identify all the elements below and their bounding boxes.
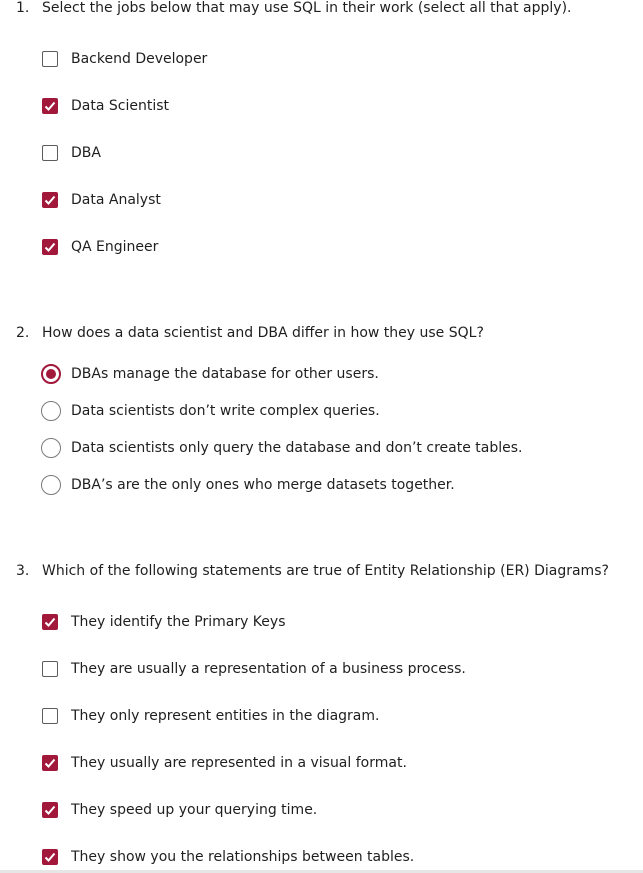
- checkbox[interactable]: [42, 661, 58, 677]
- option-label: They only represent entities in the diagram.: [71, 708, 380, 724]
- checkmark-icon: [44, 616, 56, 628]
- checkbox[interactable]: [42, 145, 58, 161]
- option-label: DBA’s are the only ones who merge datasets together.: [71, 477, 455, 493]
- checkmark-icon: [44, 757, 56, 769]
- option-label: DBAs manage the database for other users.: [71, 366, 379, 382]
- checkmark-icon: [44, 194, 56, 206]
- option-only-entities[interactable]: [41, 705, 379, 727]
- option-only-query[interactable]: [41, 437, 522, 459]
- question-number: 1.: [16, 0, 30, 16]
- question-text: Which of the following statements are true of Entity Relationship (ER) Diagrams?: [42, 563, 609, 579]
- question-number: 2.: [16, 325, 30, 341]
- option-data-analyst[interactable]: [41, 189, 161, 211]
- question-number: 3.: [16, 563, 30, 579]
- option-merge-datasets[interactable]: [41, 474, 455, 496]
- option-dba[interactable]: [41, 142, 101, 164]
- option-label: They usually are represented in a visual format.: [71, 755, 407, 771]
- radio-button[interactable]: [41, 475, 61, 495]
- checkbox[interactable]: [42, 98, 58, 114]
- option-data-scientist[interactable]: [41, 95, 169, 117]
- option-label: They show you the relationships between tables.: [71, 849, 415, 865]
- checkbox[interactable]: [42, 802, 58, 818]
- checkmark-icon: [44, 100, 56, 112]
- checkmark-icon: [44, 241, 56, 253]
- option-label: DBA: [71, 145, 101, 161]
- option-label: They identify the Primary Keys: [71, 614, 286, 630]
- option-label: They are usually a representation of a business process.: [71, 661, 466, 677]
- option-qa-engineer[interactable]: [41, 236, 158, 258]
- option-visual-format[interactable]: [41, 752, 407, 774]
- option-complex-queries[interactable]: [41, 400, 380, 422]
- option-label: Data Scientist: [71, 98, 169, 114]
- option-relationships-between-tables[interactable]: [41, 846, 414, 868]
- radio-button[interactable]: [41, 401, 61, 421]
- radio-dot: [46, 369, 56, 379]
- option-business-process[interactable]: [41, 658, 466, 680]
- checkbox[interactable]: [42, 708, 58, 724]
- option-dbas-manage[interactable]: [41, 363, 379, 385]
- checkbox[interactable]: [42, 755, 58, 771]
- option-primary-keys[interactable]: [41, 611, 285, 633]
- checkmark-icon: [44, 804, 56, 816]
- option-label: Data Analyst: [71, 192, 161, 208]
- option-label: Data scientists don’t write complex queries.: [71, 403, 380, 419]
- radio-button[interactable]: [41, 364, 61, 384]
- radio-button[interactable]: [41, 438, 61, 458]
- checkbox[interactable]: [42, 51, 58, 67]
- option-speed-up-querying[interactable]: [41, 799, 317, 821]
- question-text: Select the jobs below that may use SQL in their work (select all that apply).: [42, 0, 572, 16]
- checkbox[interactable]: [42, 614, 58, 630]
- option-label: They speed up your querying time.: [71, 802, 318, 818]
- checkbox[interactable]: [42, 849, 58, 865]
- checkmark-icon: [44, 851, 56, 863]
- option-label: Data scientists only query the database and don’t create tables.: [71, 440, 523, 456]
- option-label: Backend Developer: [71, 51, 208, 67]
- option-label: QA Engineer: [71, 239, 159, 255]
- question-text: How does a data scientist and DBA differ in how they use SQL?: [42, 325, 484, 341]
- option-backend-developer[interactable]: [41, 48, 207, 70]
- checkbox[interactable]: [42, 192, 58, 208]
- checkbox[interactable]: [42, 239, 58, 255]
